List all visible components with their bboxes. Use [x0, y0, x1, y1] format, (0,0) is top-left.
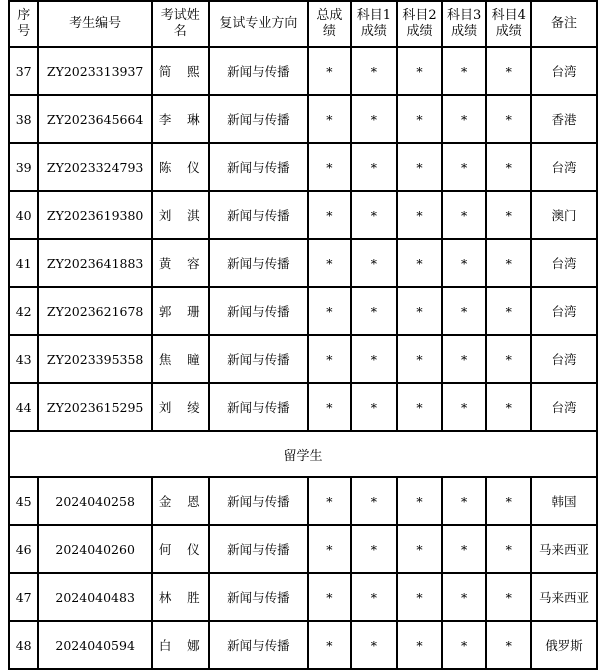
table-row: [9, 95, 597, 143]
header-name: 考试姓 名: [152, 1, 209, 47]
cell-total: *: [308, 335, 351, 383]
cell-exam-id: ZY2023615295: [38, 383, 152, 431]
cell-note: 台湾: [531, 143, 597, 191]
cell-subject3: *: [442, 621, 487, 669]
cell-seq: 44: [9, 383, 38, 431]
cell-subject4: *: [486, 191, 531, 239]
name-first-char: 李: [158, 112, 172, 127]
cell-subject3: *: [442, 143, 487, 191]
name-last-char: 熙: [187, 64, 200, 79]
table-body-a: [9, 47, 597, 431]
cell-total: *: [308, 239, 351, 287]
cell-exam-id: ZY2023619380: [38, 191, 152, 239]
cell-major: 新闻与传播: [209, 287, 308, 335]
name-first-char: 金: [158, 494, 172, 509]
cell-major: 新闻与传播: [209, 477, 308, 525]
table-row: [9, 47, 597, 95]
cell-subject2: *: [397, 191, 442, 239]
cell-name: [152, 525, 209, 573]
cell-note: 台湾: [531, 335, 597, 383]
cell-subject4: *: [486, 287, 531, 335]
name-first-char: 刘: [158, 400, 172, 415]
table-row: [9, 239, 597, 287]
cell-subject3: *: [442, 573, 487, 621]
table-row: [9, 525, 597, 573]
cell-total: *: [308, 525, 351, 573]
cell-subject1: *: [351, 47, 398, 95]
cell-major: 新闻与传播: [209, 525, 308, 573]
name-last-char: 娜: [187, 638, 200, 653]
cell-total: *: [308, 621, 351, 669]
cell-name: [152, 383, 209, 431]
cell-subject2: *: [397, 383, 442, 431]
cell-exam-id: 2024040594: [38, 621, 152, 669]
cell-subject1: *: [351, 525, 398, 573]
cell-subject1: *: [351, 191, 398, 239]
name-first-char: 林: [158, 590, 172, 605]
cell-exam-id: ZY2023324793: [38, 143, 152, 191]
table-row: [9, 573, 597, 621]
cell-subject2: *: [397, 47, 442, 95]
cell-major: 新闻与传播: [209, 239, 308, 287]
cell-major: 新闻与传播: [209, 47, 308, 95]
cell-major: 新闻与传播: [209, 191, 308, 239]
header-total: 总成 绩: [308, 1, 351, 47]
cell-subject3: *: [442, 525, 487, 573]
cell-exam-id: 2024040483: [38, 573, 152, 621]
cell-subject3: *: [442, 191, 487, 239]
cell-subject3: *: [442, 335, 487, 383]
table-row: [9, 335, 597, 383]
cell-major: 新闻与传播: [209, 383, 308, 431]
name-first-char: 刘: [158, 208, 172, 223]
cell-subject3: *: [442, 477, 487, 525]
cell-subject4: *: [486, 477, 531, 525]
cell-major: 新闻与传播: [209, 573, 308, 621]
cell-subject1: *: [351, 95, 398, 143]
cell-subject1: *: [351, 143, 398, 191]
name-last-char: 仪: [187, 160, 200, 175]
name-last-char: 容: [187, 256, 200, 271]
cell-note: 台湾: [531, 287, 597, 335]
cell-name: [152, 239, 209, 287]
cell-seq: 40: [9, 191, 38, 239]
cell-subject1: *: [351, 335, 398, 383]
cell-exam-id: ZY2023645664: [38, 95, 152, 143]
table-row: [9, 383, 597, 431]
table-row: [9, 143, 597, 191]
cell-subject4: *: [486, 383, 531, 431]
name-last-char: 胜: [187, 590, 200, 605]
name-last-char: 淇: [187, 208, 200, 223]
cell-subject3: *: [442, 95, 487, 143]
cell-name: [152, 47, 209, 95]
cell-exam-id: ZY2023313937: [38, 47, 152, 95]
cell-subject3: *: [442, 47, 487, 95]
cell-seq: 43: [9, 335, 38, 383]
header-subject2: 科目2 成绩: [397, 1, 442, 47]
cell-note: 俄罗斯: [531, 621, 597, 669]
cell-name: [152, 191, 209, 239]
cell-seq: 38: [9, 95, 38, 143]
cell-note: 马来西亚: [531, 573, 597, 621]
cell-name: [152, 573, 209, 621]
name-last-char: 瞳: [187, 352, 200, 367]
cell-seq: 48: [9, 621, 38, 669]
header-subject3: 科目3 成绩: [442, 1, 487, 47]
cell-subject1: *: [351, 573, 398, 621]
cell-seq: 47: [9, 573, 38, 621]
header-note: 备注: [531, 1, 597, 47]
cell-name: [152, 287, 209, 335]
cell-name: [152, 143, 209, 191]
cell-subject2: *: [397, 477, 442, 525]
cell-total: *: [308, 191, 351, 239]
cell-exam-id: ZY2023395358: [38, 335, 152, 383]
cell-subject4: *: [486, 525, 531, 573]
name-first-char: 焦: [158, 352, 172, 367]
section-row: [9, 431, 597, 477]
table-row: [9, 621, 597, 669]
cell-subject4: *: [486, 335, 531, 383]
cell-seq: 42: [9, 287, 38, 335]
cell-seq: 41: [9, 239, 38, 287]
cell-subject4: *: [486, 573, 531, 621]
cell-seq: 46: [9, 525, 38, 573]
cell-name: [152, 477, 209, 525]
cell-subject3: *: [442, 239, 487, 287]
cell-note: 澳门: [531, 191, 597, 239]
cell-subject1: *: [351, 477, 398, 525]
cell-total: *: [308, 477, 351, 525]
cell-exam-id: 2024040258: [38, 477, 152, 525]
cell-note: 香港: [531, 95, 597, 143]
cell-exam-id: ZY2023641883: [38, 239, 152, 287]
cell-subject2: *: [397, 239, 442, 287]
section-label: 留学生: [9, 431, 597, 477]
cell-name: [152, 621, 209, 669]
cell-subject4: *: [486, 143, 531, 191]
cell-seq: 39: [9, 143, 38, 191]
name-first-char: 黄: [158, 256, 172, 271]
cell-seq: 45: [9, 477, 38, 525]
cell-total: *: [308, 47, 351, 95]
table-row: [9, 477, 597, 525]
cell-major: 新闻与传播: [209, 143, 308, 191]
header-subject4: 科目4 成绩: [486, 1, 531, 47]
cell-subject2: *: [397, 95, 442, 143]
cell-subject4: *: [486, 95, 531, 143]
name-last-char: 仪: [187, 542, 200, 557]
name-last-char: 恩: [187, 494, 200, 509]
cell-subject3: *: [442, 287, 487, 335]
table-body-b: [9, 477, 597, 669]
header-row: [9, 1, 597, 47]
header-seq: 序 号: [9, 1, 38, 47]
name-last-char: 绫: [187, 400, 200, 415]
cell-subject1: *: [351, 287, 398, 335]
cell-subject2: *: [397, 573, 442, 621]
cell-subject4: *: [486, 621, 531, 669]
header-subject1: 科目1 成绩: [351, 1, 398, 47]
cell-note: 台湾: [531, 239, 597, 287]
cell-subject1: *: [351, 383, 398, 431]
cell-note: 台湾: [531, 47, 597, 95]
cell-name: [152, 95, 209, 143]
name-first-char: 郭: [158, 304, 172, 319]
cell-note: 台湾: [531, 383, 597, 431]
cell-subject2: *: [397, 143, 442, 191]
header-major: 复试专业方向: [209, 1, 308, 47]
header-exam-id: 考生编号: [38, 1, 152, 47]
name-first-char: 白: [158, 638, 172, 653]
cell-subject2: *: [397, 621, 442, 669]
cell-total: *: [308, 383, 351, 431]
cell-note: 韩国: [531, 477, 597, 525]
cell-seq: 37: [9, 47, 38, 95]
cell-total: *: [308, 573, 351, 621]
name-last-char: 琳: [187, 112, 200, 127]
cell-subject1: *: [351, 239, 398, 287]
cell-subject4: *: [486, 239, 531, 287]
cell-subject2: *: [397, 287, 442, 335]
cell-major: 新闻与传播: [209, 95, 308, 143]
name-first-char: 简: [158, 64, 172, 79]
cell-note: 马来西亚: [531, 525, 597, 573]
cell-subject1: *: [351, 621, 398, 669]
cell-major: 新闻与传播: [209, 621, 308, 669]
cell-major: 新闻与传播: [209, 335, 308, 383]
cell-subject2: *: [397, 525, 442, 573]
table-row: [9, 191, 597, 239]
cell-subject4: *: [486, 47, 531, 95]
cell-exam-id: 2024040260: [38, 525, 152, 573]
name-last-char: 珊: [187, 304, 200, 319]
cell-total: *: [308, 287, 351, 335]
cell-subject2: *: [397, 335, 442, 383]
name-first-char: 陈: [158, 160, 172, 175]
cell-total: *: [308, 95, 351, 143]
cell-subject3: *: [442, 383, 487, 431]
cell-exam-id: ZY2023621678: [38, 287, 152, 335]
name-first-char: 何: [158, 542, 172, 557]
table-row: [9, 287, 597, 335]
score-table: [8, 0, 598, 670]
cell-total: *: [308, 143, 351, 191]
cell-name: [152, 335, 209, 383]
